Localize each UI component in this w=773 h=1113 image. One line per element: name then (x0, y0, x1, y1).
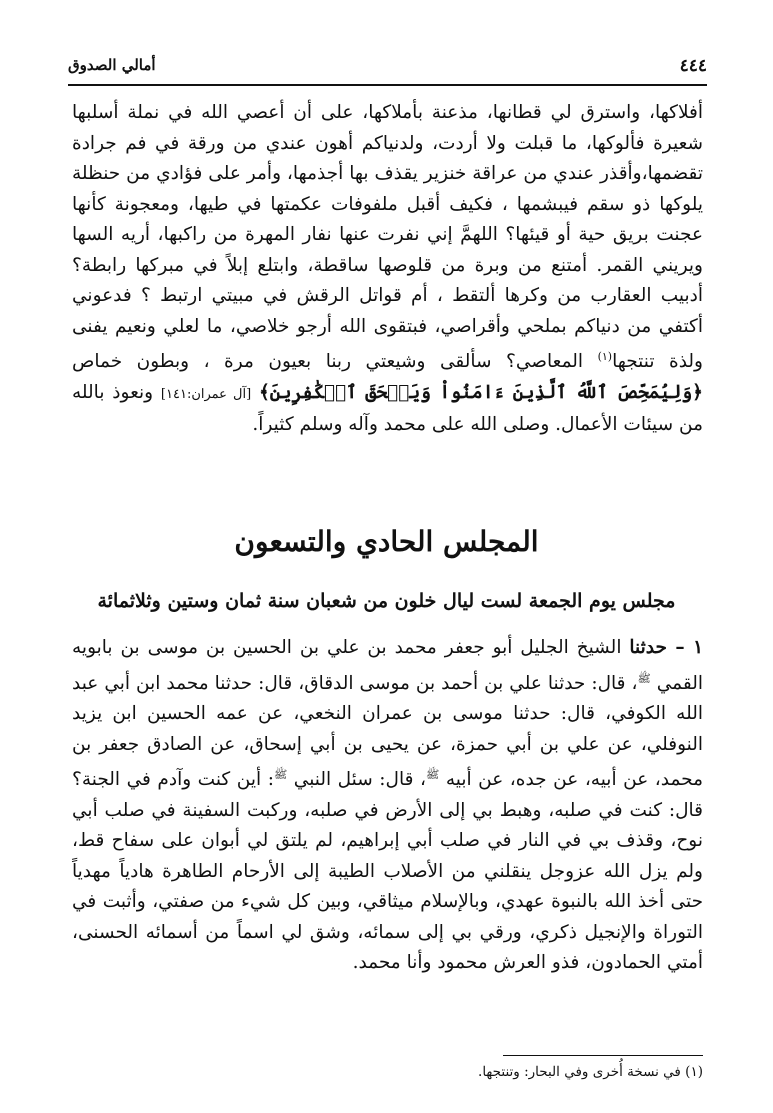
paragraph-text: المعاصي؟ سألقى وشيعتي ربنا بعيون مرة ، وبطون خماص (72, 351, 598, 373)
hadith-lead: ١ – حدثنا (629, 637, 704, 658)
section-subheading: مجلس يوم الجمعة لست ليال خلون من شعبان سنة ثمان وستين وثلاثمائة (97, 590, 676, 612)
paragraph-text: الشيخ الجليل أبو جعفر محمد بن علي بن الحسين بن موسى بن بابويه القمي (72, 637, 703, 694)
honorific-symbol: ﷺ (425, 768, 440, 782)
continued-paragraph (72, 98, 703, 441)
paragraph-text: : أين كنت وآدم في الجنة؟ قال: كنت في صلبه، وهبط بي إلى الأرض في صلبه، وركبت السفينة في صلب أبي نوح، وقذف بي في النار في صلب أبي إبراهيم، لم يلتق لي أبوان على سفاح قط، ولم يزل الله عزوجل ينقلني من الأصلاب الطيبة إلى الأرحام الطاهرة هادياً مهدياً حتى أخذ الله بالنبوة عهدي، وبالإسلام ميثاقي، وبين كل شيء من صفتي، وأثبت في التوراة والإنجيل ذكري، ورقي بي إلى سمائه، وشق لي اسماً من أسمائه الحسنى، أمتي الحمادون، فذو العرش محمود وأنا محمد. (72, 769, 704, 974)
paragraph-text: ونعوذ بالله من سيئات الأعمال. وصلى الله على محمد وآله وسلم كثيراً. (72, 381, 703, 436)
paragraph-text: ، قال: سئل النبي (287, 769, 426, 791)
section-heading: المجلس الحادي والتسعون (234, 525, 539, 558)
footnote-marker: (١) (597, 350, 613, 363)
footnote: (١) في نسخة أُخرى وفي البحار: وتنتجها. (478, 1064, 703, 1080)
honorific-symbol: ﷺ (637, 671, 651, 685)
honorific-symbol: ﷺ (273, 768, 288, 782)
book-title: أمالي الصدوق (68, 56, 156, 74)
quran-reference: [آل عمران:١٤١] (160, 386, 252, 402)
paragraph-text: أفلاكها، واسترق لي قطانها، مذعنة بأملاكها، على أن أعصي الله في نملة أسلبها شعيرة فألوكها، ما قبلت ولا أردت، ولدنياكم أهون عندي من ورقة في فم جرادة تقضمها،وأقذر عندي من عراقة خنزير يقذف بها أجذمها، وأمر على فؤادي من حنظلة يلوكها ذو سقم فيبشمها ، فكيف أقبل ملفوفات عكمتها في طيها، ومعجونة كأنها عجنت بريق حية أو قيئها؟ اللهمَّ إني نفرت عنها نفار المهرة من راكبها، أريه السها ويريني القمر. أمتنع من وبرة من قلوصها ساقطة، وابتلع إبلاً في مبركها رابطة؟ أدبيب العقارب من وكرها ألتقط ، أم قواتل الرقش في مبيتي ارتبط ؟ فدعوني أكتفي من دنياكم بملحي وأقراصي، فبتقوى الله أرجو خلاصي، ما لعلي ونعيم يفنى ولذة تنتجها (72, 102, 703, 373)
page-number: ٤٤٤ (679, 56, 707, 76)
paragraph-text: ، قال: حدثنا علي بن أحمد بن موسى الدقاق، قال: حدثنا محمد ابن أبي عبد الله الكوفي، قال: حدثنا موسى بن عمران النخعي، عن عمه الحسين ابن يزيد النوفلي، عن علي بن أبي حمزة، عن يحيى بن أبي إسحاق، عن الصادق جعفر بن محمد، عن أبيه، عن جده، عن أبيه (72, 672, 704, 791)
footnote-divider (503, 1055, 703, 1056)
quran-verse: ﴿وَلِيُمَحِّصَ ٱللَّهُ ٱلَّذِينَ ءَامَنُواْ وَيَمۡحَقَ ٱلۡكَٰفِرِينَ﴾ (258, 381, 703, 403)
hadith-paragraph (72, 633, 703, 979)
running-header (68, 54, 707, 86)
